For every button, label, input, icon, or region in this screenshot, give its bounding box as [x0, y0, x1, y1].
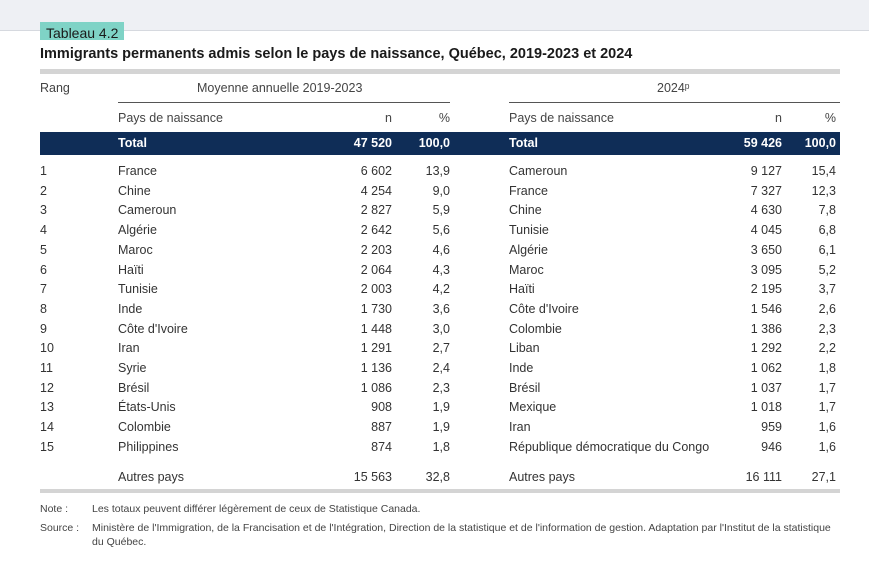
n-cell-1: 1 730: [360, 301, 392, 316]
n-cell-1: 1 136: [360, 361, 392, 375]
pct-cell-2: 7,8: [818, 203, 836, 218]
pct-cell-2: 15,4: [811, 164, 836, 178]
n-cell-1: 874: [371, 439, 392, 454]
n-cell-1: 1 291: [360, 341, 392, 356]
rank-cell: 15: [40, 439, 54, 454]
n-cell-2: 4 630: [750, 203, 782, 218]
pct-cell-1: 1,9: [432, 420, 450, 435]
table-row: [40, 162, 840, 182]
bottom-rule: [40, 489, 840, 493]
pct-cell-1: 2,3: [432, 380, 450, 395]
n-cell-1: 2 203: [360, 242, 392, 257]
table-row: [40, 201, 840, 221]
n-cell-1: 2 827: [360, 203, 392, 218]
country-cell-2: Mexique: [509, 400, 557, 415]
table-row: [40, 438, 840, 458]
other-label-1: Autres pays: [118, 470, 185, 484]
country-cell-1: Colombie: [118, 420, 171, 435]
n-cell-1: 6 602: [360, 164, 392, 178]
table-row: [40, 359, 840, 379]
viewer-top-bar: [0, 0, 869, 31]
table-row: [40, 320, 840, 340]
header-country-1: Pays de naissance: [118, 111, 223, 125]
country-cell-2: Colombie: [509, 321, 562, 336]
country-cell-1: Philippines: [118, 439, 179, 454]
country-cell-2: Haïti: [509, 282, 535, 297]
country-cell-2: Côte d'Ivoire: [509, 301, 579, 316]
pct-cell-1: 4,6: [432, 242, 450, 257]
rank-cell: 11: [40, 361, 53, 375]
pct-cell-1: 9,0: [432, 183, 450, 198]
pct-cell-1: 5,9: [432, 203, 450, 218]
n-cell-2: 1 386: [750, 321, 782, 336]
total-row: [40, 132, 840, 155]
source-text: Ministère de l'Immigration, de la Francisation et de l'Intégration, Direction de la statistique et de l'information de gestion. Adaptation par l'Institut de la statistique du Québec.: [92, 522, 831, 548]
pct-cell-1: 2,4: [432, 361, 450, 375]
header-pct-2: %: [824, 111, 836, 125]
country-cell-2: Algérie: [509, 242, 548, 257]
rank-cell: 6: [40, 262, 47, 277]
country-cell-1: États-Unis: [118, 400, 176, 415]
pct-cell-2: 1,6: [818, 439, 836, 454]
pct-cell-2: 1,7: [818, 400, 836, 415]
table-label: Tableau 4.2: [40, 22, 124, 40]
total-pct-2: 100,0: [804, 136, 836, 150]
pct-cell-1: 3,0: [432, 321, 450, 336]
n-cell-2: 1 037: [750, 380, 782, 395]
n-cell-2: 7 327: [750, 183, 782, 198]
country-cell-1: Haïti: [118, 262, 144, 277]
header-divider-left: [118, 102, 450, 103]
table-row: [40, 379, 840, 399]
n-cell-2: 3 095: [750, 262, 782, 277]
rank-cell: 14: [40, 420, 54, 435]
n-cell-2: 4 045: [750, 223, 782, 238]
country-cell-2: Chine: [509, 203, 542, 218]
table-row: [40, 300, 840, 320]
table-row: [40, 418, 840, 438]
n-cell-1: 2 642: [360, 223, 392, 238]
country-cell-2: Inde: [509, 361, 534, 375]
rank-cell: 7: [40, 282, 47, 297]
n-cell-2: 959: [761, 420, 782, 435]
pct-cell-2: 12,3: [811, 183, 836, 198]
pct-cell-2: 6,1: [818, 242, 836, 257]
country-cell-2: Maroc: [509, 262, 544, 277]
table-row: [40, 261, 840, 281]
rank-cell: 1: [40, 164, 47, 178]
source-label: Source :: [40, 522, 80, 534]
total-label-1: Total: [118, 136, 147, 150]
note-label: Note :: [40, 503, 69, 515]
pct-cell-2: 1,6: [818, 420, 836, 435]
header-period-2019-2023: Moyenne annuelle 2019-2023: [197, 81, 363, 95]
n-cell-1: 2 003: [360, 282, 392, 297]
total-pct-1: 100,0: [418, 136, 450, 150]
n-cell-2: 9 127: [750, 164, 782, 178]
pct-cell-2: 2,3: [818, 321, 836, 336]
table-row: [40, 339, 840, 359]
rank-cell: 5: [40, 242, 47, 257]
country-cell-1: Côte d'Ivoire: [118, 321, 188, 336]
pct-cell-1: 3,6: [432, 301, 450, 316]
country-cell-2: France: [509, 183, 548, 198]
country-cell-1: Maroc: [118, 242, 153, 257]
n-cell-2: 1 062: [750, 361, 782, 375]
n-cell-1: 1 086: [360, 380, 392, 395]
n-cell-2: 2 195: [750, 282, 782, 297]
header-divider-right: [509, 102, 840, 103]
country-cell-1: Inde: [118, 301, 143, 316]
pct-cell-1: 13,9: [425, 164, 450, 178]
pct-cell-1: 4,3: [432, 262, 450, 277]
pct-cell-1: 5,6: [432, 223, 450, 238]
country-cell-1: Tunisie: [118, 282, 158, 297]
other-label-2: Autres pays: [509, 470, 576, 484]
pct-cell-2: 6,8: [818, 223, 836, 238]
n-cell-1: 1 448: [360, 321, 392, 336]
rank-cell: 8: [40, 301, 47, 316]
n-cell-2: 1 018: [750, 400, 782, 415]
total-n-2: 59 426: [743, 136, 782, 150]
pct-cell-2: 1,8: [818, 361, 836, 375]
header-n-2: n: [775, 111, 782, 125]
country-cell-2: Brésil: [509, 380, 541, 395]
table-row: [40, 221, 840, 241]
country-cell-2: République démocratique du Congo: [509, 439, 710, 454]
country-cell-1: Brésil: [118, 380, 150, 395]
n-cell-2: 3 650: [750, 242, 782, 257]
rank-cell: 4: [40, 223, 47, 238]
n-cell-1: 4 254: [360, 183, 392, 198]
n-cell-1: 887: [371, 420, 392, 435]
n-cell-2: 946: [761, 439, 782, 454]
country-cell-1: Chine: [118, 183, 151, 198]
pct-cell-2: 5,2: [818, 262, 836, 277]
table-row: [40, 280, 840, 300]
country-cell-2: Iran: [509, 420, 531, 435]
top-rule: [40, 69, 840, 74]
n-cell-2: 1 546: [750, 301, 782, 316]
pct-cell-1: 1,8: [432, 439, 450, 454]
table-row: [40, 241, 840, 261]
pct-cell-2: 3,7: [818, 282, 836, 297]
pct-cell-1: 2,7: [432, 341, 450, 356]
total-label-2: Total: [509, 136, 538, 150]
header-rank: Rang: [40, 81, 70, 95]
rank-cell: 9: [40, 321, 47, 336]
table-title: Immigrants permanents admis selon le pays de naissance, Québec, 2019-2023 et 2024: [40, 46, 633, 62]
rank-cell: 3: [40, 203, 47, 218]
rank-cell: 13: [40, 400, 54, 415]
pct-cell-2: 2,6: [818, 301, 836, 316]
table-row: [40, 398, 840, 418]
n-cell-2: 1 292: [750, 341, 782, 356]
rank-cell: 12: [40, 380, 54, 395]
pct-cell-1: 1,9: [432, 400, 450, 415]
country-cell-2: Cameroun: [509, 164, 568, 178]
total-n-1: 47 520: [353, 136, 392, 150]
header-n-1: n: [385, 111, 392, 125]
other-countries-row: [40, 468, 840, 488]
country-cell-1: Syrie: [118, 361, 147, 375]
pct-cell-2: 1,7: [818, 380, 836, 395]
country-cell-2: Liban: [509, 341, 540, 356]
header-country-2: Pays de naissance: [509, 111, 614, 125]
other-n-1: 15 563: [353, 470, 392, 484]
note-text: Les totaux peuvent différer légèrement de ceux de Statistique Canada.: [92, 503, 421, 515]
country-cell-2: Tunisie: [509, 223, 549, 238]
other-pct-1: 32,8: [425, 470, 450, 484]
country-cell-1: France: [118, 164, 157, 178]
header-pct-1: %: [438, 111, 450, 125]
n-cell-1: 908: [371, 400, 392, 415]
n-cell-1: 2 064: [360, 262, 392, 277]
pct-cell-2: 2,2: [818, 341, 836, 356]
pct-cell-1: 4,2: [432, 282, 450, 297]
header-period-2024: 2024ᵖ: [657, 81, 690, 95]
other-n-2: 16 111: [745, 470, 782, 484]
country-cell-1: Iran: [118, 341, 140, 356]
country-cell-1: Algérie: [118, 223, 157, 238]
other-pct-2: 27,1: [811, 470, 836, 484]
table-row: [40, 182, 840, 202]
country-cell-1: Cameroun: [118, 203, 177, 218]
rank-cell: 2: [40, 183, 47, 198]
rank-cell: 10: [40, 341, 54, 356]
